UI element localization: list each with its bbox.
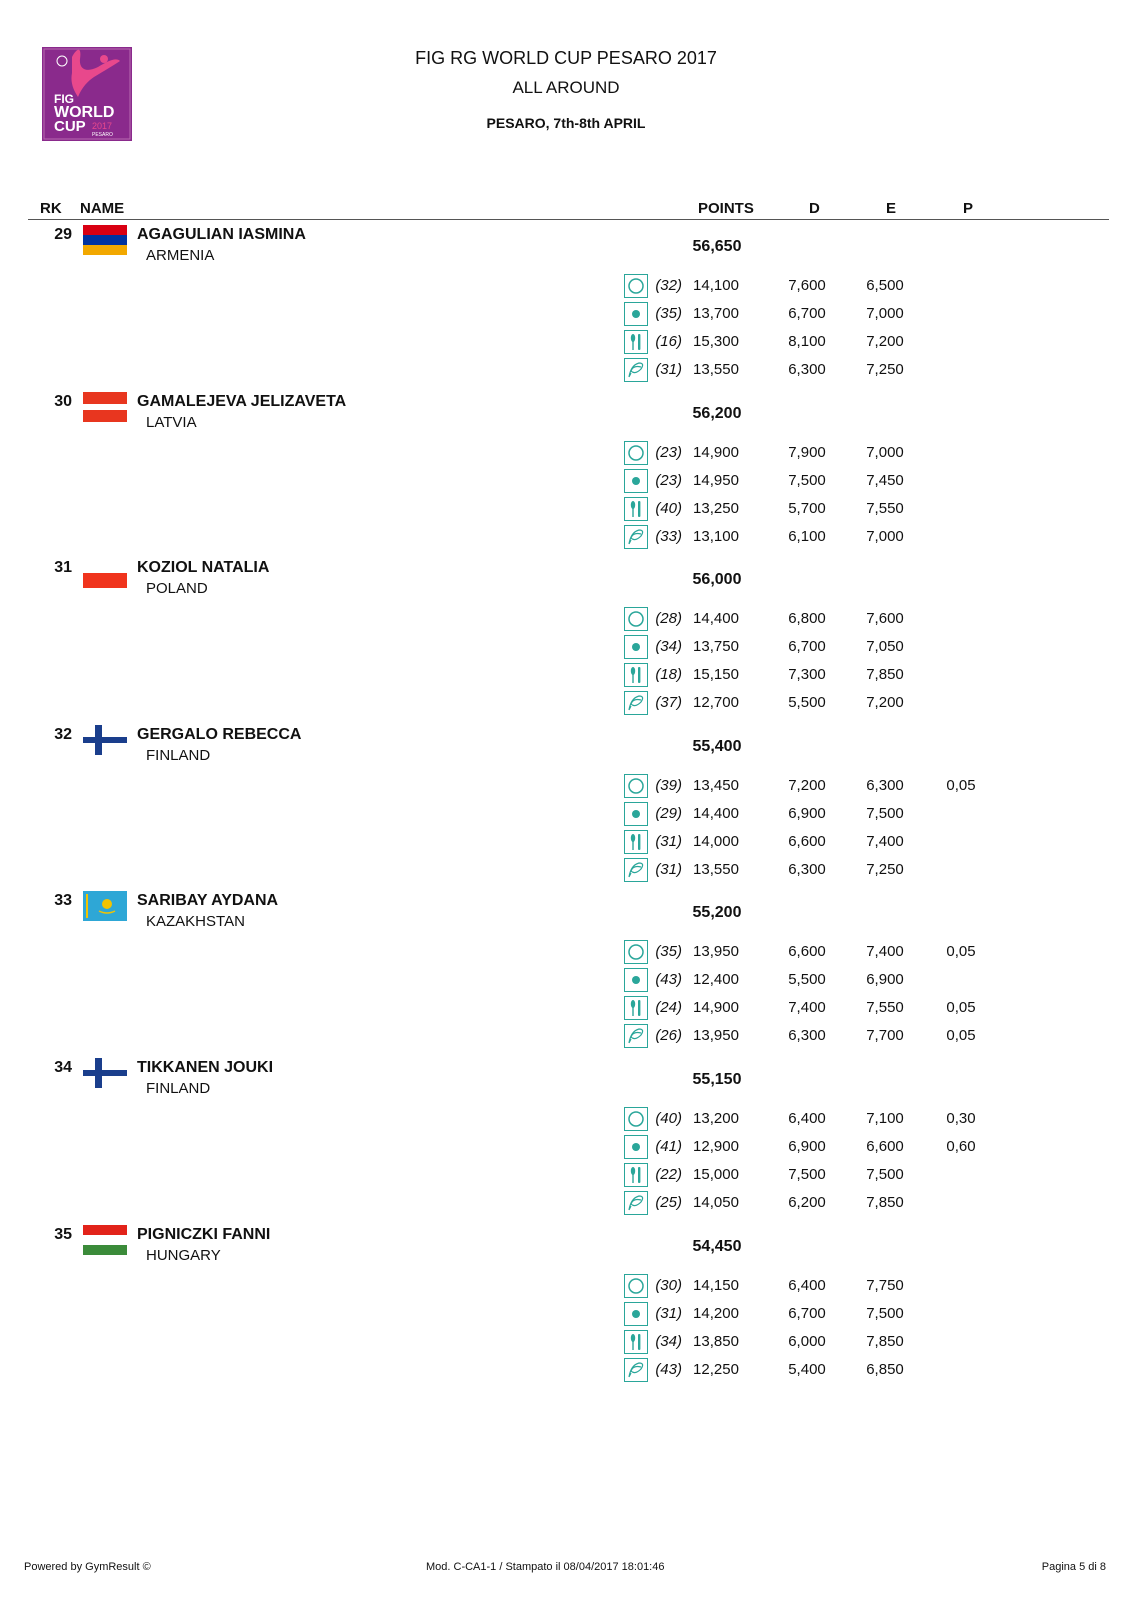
apparatus-score: 14,000 <box>693 833 739 850</box>
apparatus-d-score: 7,500 <box>788 1166 826 1183</box>
col-header-d: D <box>809 200 820 217</box>
ball-icon <box>624 802 648 826</box>
footer-module: Mod. C-CA1-1 / Stampato il 08/04/2017 18:01:46 <box>426 1561 665 1573</box>
ball-icon <box>624 1135 648 1159</box>
apparatus-d-score: 7,500 <box>788 472 826 489</box>
apparatus-score: 14,100 <box>693 277 739 294</box>
apparatus-d-score: 5,500 <box>788 971 826 988</box>
apparatus-d-score: 6,700 <box>788 638 826 655</box>
clubs-icon <box>624 1163 648 1187</box>
col-header-e: E <box>886 200 897 217</box>
apparatus-rank: (35) <box>655 943 682 960</box>
apparatus-rank: (43) <box>655 1361 682 1378</box>
ribbon-icon <box>624 358 648 382</box>
apparatus-d-score: 6,700 <box>788 305 826 322</box>
apparatus-d-score: 5,400 <box>788 1361 826 1378</box>
athlete-total-points: 55,150 <box>692 1071 742 1088</box>
athlete-total-points: 56,650 <box>692 238 742 255</box>
apparatus-rank: (41) <box>655 1138 682 1155</box>
apparatus-d-score: 6,900 <box>788 805 826 822</box>
apparatus-d-score: 6,000 <box>788 1333 826 1350</box>
apparatus-e-score: 7,850 <box>866 1333 904 1350</box>
apparatus-e-score: 7,000 <box>866 528 904 545</box>
apparatus-rank: (23) <box>655 444 682 461</box>
flag-armenia-icon <box>83 225 127 255</box>
athlete-name: KOZIOL NATALIA <box>137 559 270 576</box>
apparatus-e-score: 7,750 <box>866 1277 904 1294</box>
apparatus-e-score: 7,450 <box>866 472 904 489</box>
apparatus-rank: (23) <box>655 472 682 489</box>
apparatus-rank: (34) <box>655 638 682 655</box>
apparatus-e-score: 7,400 <box>866 833 904 850</box>
apparatus-score: 13,550 <box>693 861 739 878</box>
apparatus-d-score: 7,600 <box>788 277 826 294</box>
apparatus-rank: (30) <box>655 1277 682 1294</box>
apparatus-d-score: 6,600 <box>788 943 826 960</box>
athlete-rank: 33 <box>54 892 72 909</box>
apparatus-d-score: 5,700 <box>788 500 826 517</box>
apparatus-rank: (16) <box>655 333 682 350</box>
apparatus-d-score: 6,200 <box>788 1194 826 1211</box>
apparatus-score: 13,250 <box>693 500 739 517</box>
apparatus-rank: (39) <box>655 777 682 794</box>
apparatus-d-score: 6,300 <box>788 361 826 378</box>
apparatus-e-score: 6,850 <box>866 1361 904 1378</box>
apparatus-rank: (40) <box>655 1110 682 1127</box>
apparatus-penalty: 0,05 <box>946 777 976 794</box>
apparatus-rank: (32) <box>655 277 682 294</box>
event-subtitle: ALL AROUND <box>512 78 620 97</box>
ball-icon <box>624 1302 648 1326</box>
athlete-rank: 29 <box>54 226 72 243</box>
apparatus-rank: (37) <box>655 694 682 711</box>
ribbon-icon <box>624 691 648 715</box>
apparatus-d-score: 7,300 <box>788 666 826 683</box>
footer-powered: Powered by GymResult © <box>24 1561 151 1573</box>
athlete-rank: 32 <box>54 726 72 743</box>
ribbon-icon <box>624 525 648 549</box>
athlete-rank: 31 <box>54 559 72 576</box>
event-title: FIG RG WORLD CUP PESARO 2017 <box>415 48 717 68</box>
apparatus-e-score: 7,200 <box>866 694 904 711</box>
apparatus-score: 15,150 <box>693 666 739 683</box>
col-header-rk: RK <box>40 200 62 217</box>
apparatus-score: 12,700 <box>693 694 739 711</box>
event-place-date: PESARO, 7th-8th APRIL <box>486 115 646 131</box>
apparatus-d-score: 6,400 <box>788 1110 826 1127</box>
athlete-nation: FINLAND <box>146 747 211 764</box>
hoop-icon <box>624 940 648 964</box>
apparatus-score: 13,700 <box>693 305 739 322</box>
hoop-icon <box>624 1274 648 1298</box>
flag-kazakhstan-icon <box>83 891 127 921</box>
clubs-icon <box>624 497 648 521</box>
ball-icon <box>624 302 648 326</box>
apparatus-e-score: 7,400 <box>866 943 904 960</box>
footer-page: Pagina 5 di 8 <box>1041 1561 1106 1573</box>
apparatus-score: 13,550 <box>693 361 739 378</box>
athlete-nation: KAZAKHSTAN <box>146 913 245 930</box>
apparatus-rank: (24) <box>655 999 682 1016</box>
apparatus-rank: (25) <box>655 1194 682 1211</box>
apparatus-penalty: 0,05 <box>946 943 976 960</box>
apparatus-d-score: 5,500 <box>788 694 826 711</box>
apparatus-score: 15,300 <box>693 333 739 350</box>
apparatus-e-score: 6,600 <box>866 1138 904 1155</box>
athlete-rank: 34 <box>54 1059 72 1076</box>
apparatus-rank: (31) <box>655 861 682 878</box>
apparatus-e-score: 7,250 <box>866 361 904 378</box>
apparatus-d-score: 6,300 <box>788 861 826 878</box>
apparatus-score: 14,400 <box>693 805 739 822</box>
athlete-total-points: 55,200 <box>692 904 742 921</box>
apparatus-rank: (28) <box>655 610 682 627</box>
apparatus-score: 13,950 <box>693 943 739 960</box>
apparatus-score: 14,400 <box>693 610 739 627</box>
apparatus-score: 13,450 <box>693 777 739 794</box>
clubs-icon <box>624 830 648 854</box>
flag-latvia-icon <box>83 392 127 422</box>
svg-text:2017: 2017 <box>92 121 113 131</box>
apparatus-rank: (18) <box>655 666 682 683</box>
apparatus-rank: (31) <box>655 361 682 378</box>
apparatus-e-score: 7,850 <box>866 1194 904 1211</box>
apparatus-e-score: 7,250 <box>866 861 904 878</box>
apparatus-d-score: 6,900 <box>788 1138 826 1155</box>
ball-icon <box>624 968 648 992</box>
apparatus-e-score: 7,000 <box>866 444 904 461</box>
apparatus-e-score: 7,600 <box>866 610 904 627</box>
header-rule <box>28 219 1109 220</box>
apparatus-score: 14,900 <box>693 999 739 1016</box>
apparatus-rank: (43) <box>655 971 682 988</box>
athlete-name: SARIBAY AYDANA <box>137 892 279 909</box>
apparatus-score: 12,400 <box>693 971 739 988</box>
hoop-icon <box>624 1107 648 1131</box>
apparatus-score: 12,900 <box>693 1138 739 1155</box>
apparatus-d-score: 7,400 <box>788 999 826 1016</box>
apparatus-e-score: 6,500 <box>866 277 904 294</box>
col-header-points: POINTS <box>698 200 754 217</box>
ball-icon <box>624 635 648 659</box>
apparatus-score: 15,000 <box>693 1166 739 1183</box>
apparatus-penalty: 0,05 <box>946 999 976 1016</box>
athlete-name: PIGNICZKI FANNI <box>137 1226 271 1243</box>
apparatus-d-score: 6,100 <box>788 528 826 545</box>
ribbon-icon <box>624 1191 648 1215</box>
apparatus-score: 14,050 <box>693 1194 739 1211</box>
apparatus-score: 13,850 <box>693 1333 739 1350</box>
athlete-nation: POLAND <box>146 580 208 597</box>
apparatus-rank: (35) <box>655 305 682 322</box>
apparatus-score: 13,200 <box>693 1110 739 1127</box>
apparatus-e-score: 6,300 <box>866 777 904 794</box>
ribbon-icon <box>624 1358 648 1382</box>
apparatus-score: 14,900 <box>693 444 739 461</box>
athlete-rank: 30 <box>54 393 72 410</box>
athlete-total-points: 54,450 <box>692 1238 742 1255</box>
clubs-icon <box>624 663 648 687</box>
apparatus-e-score: 7,500 <box>866 1166 904 1183</box>
apparatus-score: 13,950 <box>693 1027 739 1044</box>
apparatus-rank: (34) <box>655 1333 682 1350</box>
athlete-nation: LATVIA <box>146 414 197 431</box>
apparatus-score: 14,150 <box>693 1277 739 1294</box>
flag-poland-icon <box>83 558 127 588</box>
svg-text:FIG: FIG <box>54 92 74 106</box>
apparatus-d-score: 6,400 <box>788 1277 826 1294</box>
hoop-icon <box>624 774 648 798</box>
apparatus-e-score: 7,500 <box>866 1305 904 1322</box>
athlete-nation: ARMENIA <box>146 247 215 264</box>
apparatus-e-score: 7,200 <box>866 333 904 350</box>
apparatus-penalty: 0,30 <box>946 1110 976 1127</box>
svg-text:WORLD: WORLD <box>54 104 115 121</box>
apparatus-rank: (31) <box>655 1305 682 1322</box>
ball-icon <box>624 469 648 493</box>
apparatus-e-score: 7,100 <box>866 1110 904 1127</box>
apparatus-penalty: 0,60 <box>946 1138 976 1155</box>
apparatus-d-score: 6,700 <box>788 1305 826 1322</box>
athlete-total-points: 56,200 <box>692 405 742 422</box>
col-header-p: P <box>963 200 974 217</box>
apparatus-e-score: 7,000 <box>866 305 904 322</box>
flag-finland-icon <box>83 725 127 755</box>
apparatus-rank: (33) <box>655 528 682 545</box>
athlete-name: AGAGULIAN IASMINA <box>137 226 306 243</box>
apparatus-e-score: 7,050 <box>866 638 904 655</box>
svg-text:PESARO: PESARO <box>92 132 113 138</box>
flag-hungary-icon <box>83 1225 127 1255</box>
athlete-name: TIKKANEN JOUKI <box>137 1059 274 1076</box>
athlete-total-points: 56,000 <box>692 571 742 588</box>
apparatus-e-score: 7,850 <box>866 666 904 683</box>
apparatus-e-score: 7,700 <box>866 1027 904 1044</box>
clubs-icon <box>624 330 648 354</box>
athlete-name: GAMALEJEVA JELIZAVETA <box>137 393 347 410</box>
apparatus-d-score: 8,100 <box>788 333 826 350</box>
apparatus-score: 14,200 <box>693 1305 739 1322</box>
apparatus-e-score: 7,500 <box>866 805 904 822</box>
apparatus-e-score: 7,550 <box>866 500 904 517</box>
athlete-nation: FINLAND <box>146 1080 211 1097</box>
apparatus-d-score: 7,200 <box>788 777 826 794</box>
athlete-rank: 35 <box>54 1226 72 1243</box>
clubs-icon <box>624 996 648 1020</box>
apparatus-score: 13,100 <box>693 528 739 545</box>
apparatus-d-score: 6,600 <box>788 833 826 850</box>
hoop-icon <box>624 441 648 465</box>
apparatus-rank: (26) <box>655 1027 682 1044</box>
apparatus-score: 14,950 <box>693 472 739 489</box>
apparatus-d-score: 6,800 <box>788 610 826 627</box>
apparatus-e-score: 6,900 <box>866 971 904 988</box>
apparatus-e-score: 7,550 <box>866 999 904 1016</box>
hoop-icon <box>624 607 648 631</box>
athlete-total-points: 55,400 <box>692 738 742 755</box>
flag-finland-icon <box>83 1058 127 1088</box>
ribbon-icon <box>624 1024 648 1048</box>
apparatus-penalty: 0,05 <box>946 1027 976 1044</box>
ribbon-icon <box>624 858 648 882</box>
apparatus-rank: (29) <box>655 805 682 822</box>
col-header-name: NAME <box>80 200 125 217</box>
apparatus-rank: (40) <box>655 500 682 517</box>
apparatus-rank: (31) <box>655 833 682 850</box>
svg-text:CUP: CUP <box>54 118 86 135</box>
apparatus-d-score: 7,900 <box>788 444 826 461</box>
apparatus-score: 13,750 <box>693 638 739 655</box>
clubs-icon <box>624 1330 648 1354</box>
apparatus-score: 12,250 <box>693 1361 739 1378</box>
apparatus-d-score: 6,300 <box>788 1027 826 1044</box>
athlete-name: GERGALO REBECCA <box>137 726 302 743</box>
hoop-icon <box>624 274 648 298</box>
apparatus-rank: (22) <box>655 1166 682 1183</box>
athlete-nation: HUNGARY <box>146 1247 221 1264</box>
